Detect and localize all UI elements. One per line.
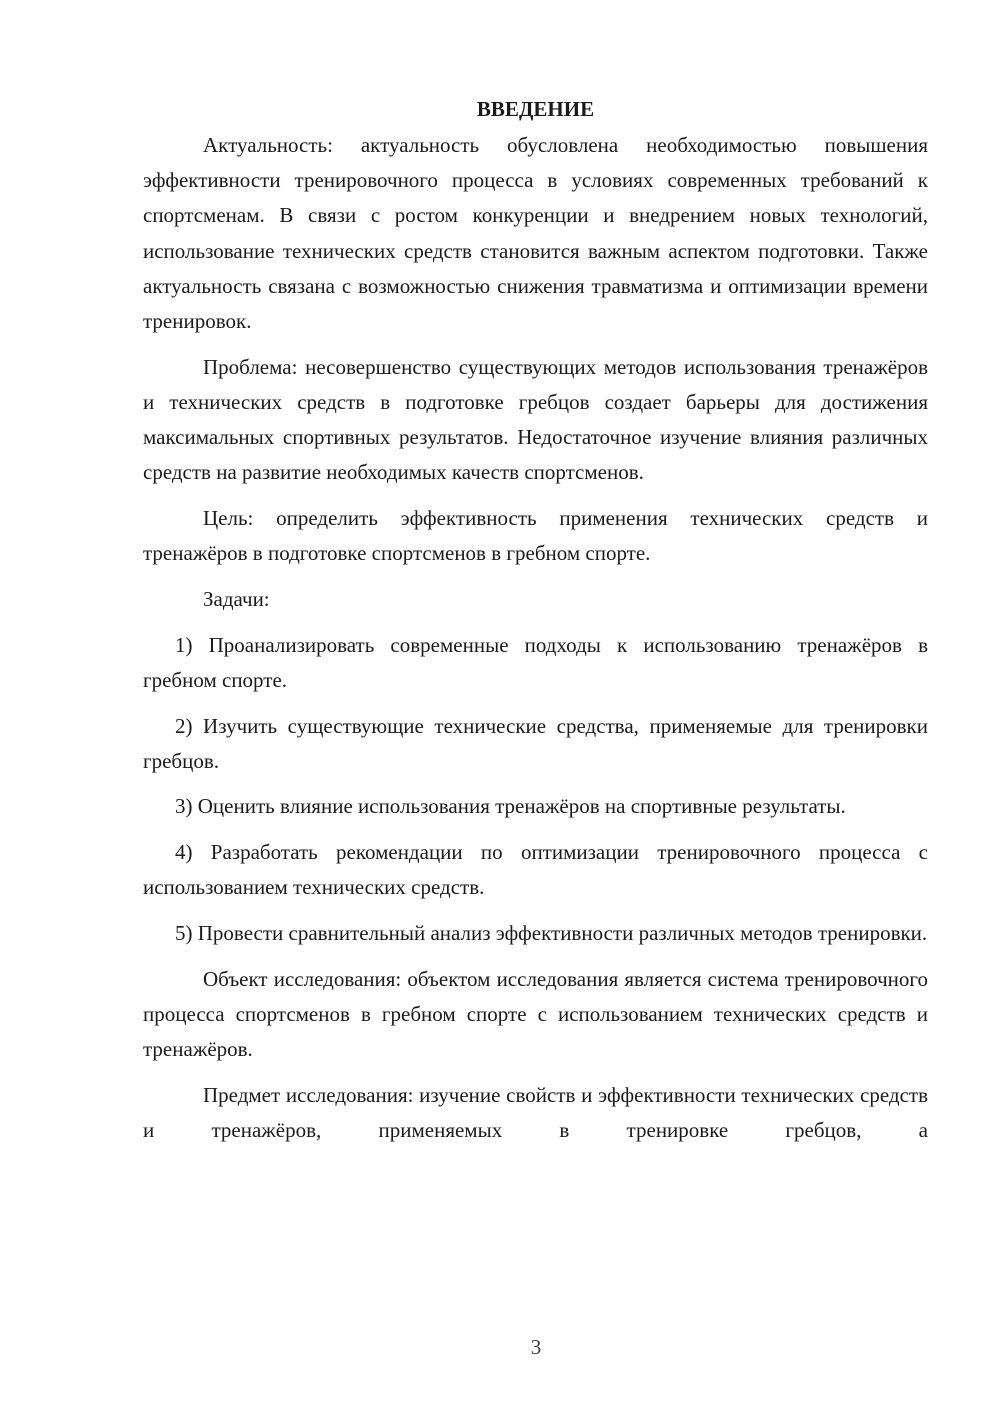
task-item-2: 2) Изучить существующие технические средства, применяемые для тренировки гребцов. xyxy=(143,713,928,773)
paragraph-research-subject: Предмет исследования: изучение свойств и эффективности технических средств и тренажёров, применяемых в тренировке гребцов, а xyxy=(143,1082,928,1143)
paragraph-problem: Проблема: несовершенство существующих методов использования тренажёров и технических средств в подготовке гребцов создает барьеры для достижения максимальных спортивных результатов. Недостаточное изучение влияния различных средств на развитие необходимых качеств спортсменов. xyxy=(143,354,928,485)
page-number: 3 xyxy=(530,1335,542,1359)
task-item-3: 3) Оценить влияние использования тренажёров на спортивные результаты. xyxy=(175,794,846,819)
paragraph-tasks-heading: Задачи: xyxy=(203,586,270,611)
section-title: ВВЕДЕНИЕ xyxy=(476,97,595,121)
task-item-4: 4) Разработать рекомендации по оптимизации тренировочного процесса с использованием технических средств. xyxy=(143,840,928,900)
paragraph-goal: Цель: определить эффективность применения технических средств и тренажёров в подготовке спортсменов в гребном спорте. xyxy=(143,506,928,566)
document-body xyxy=(143,92,928,1148)
paragraph-relevance: Актуальность: актуальность обусловлена необходимостью повышения эффективности тренировочного процесса в условиях современных требований к спортсменам. В связи с ростом конкуренции и внедрением новых технологий, использование технических средств становится важным аспектом подготовки. Также актуальность связана с возможностью снижения травматизма и оптимизации времени тренировок. xyxy=(143,133,928,334)
task-item-1: 1) Проанализировать современные подходы к использованию тренажёров в гребном спорте. xyxy=(143,632,928,692)
paragraph-research-object: Объект исследования: объектом исследования является система тренировочного процесса спортсменов в гребном спорте с использованием технических средств и тренажёров. xyxy=(143,966,928,1062)
task-item-5: 5) Провести сравнительный анализ эффективности различных методов тренировки. xyxy=(175,921,928,946)
